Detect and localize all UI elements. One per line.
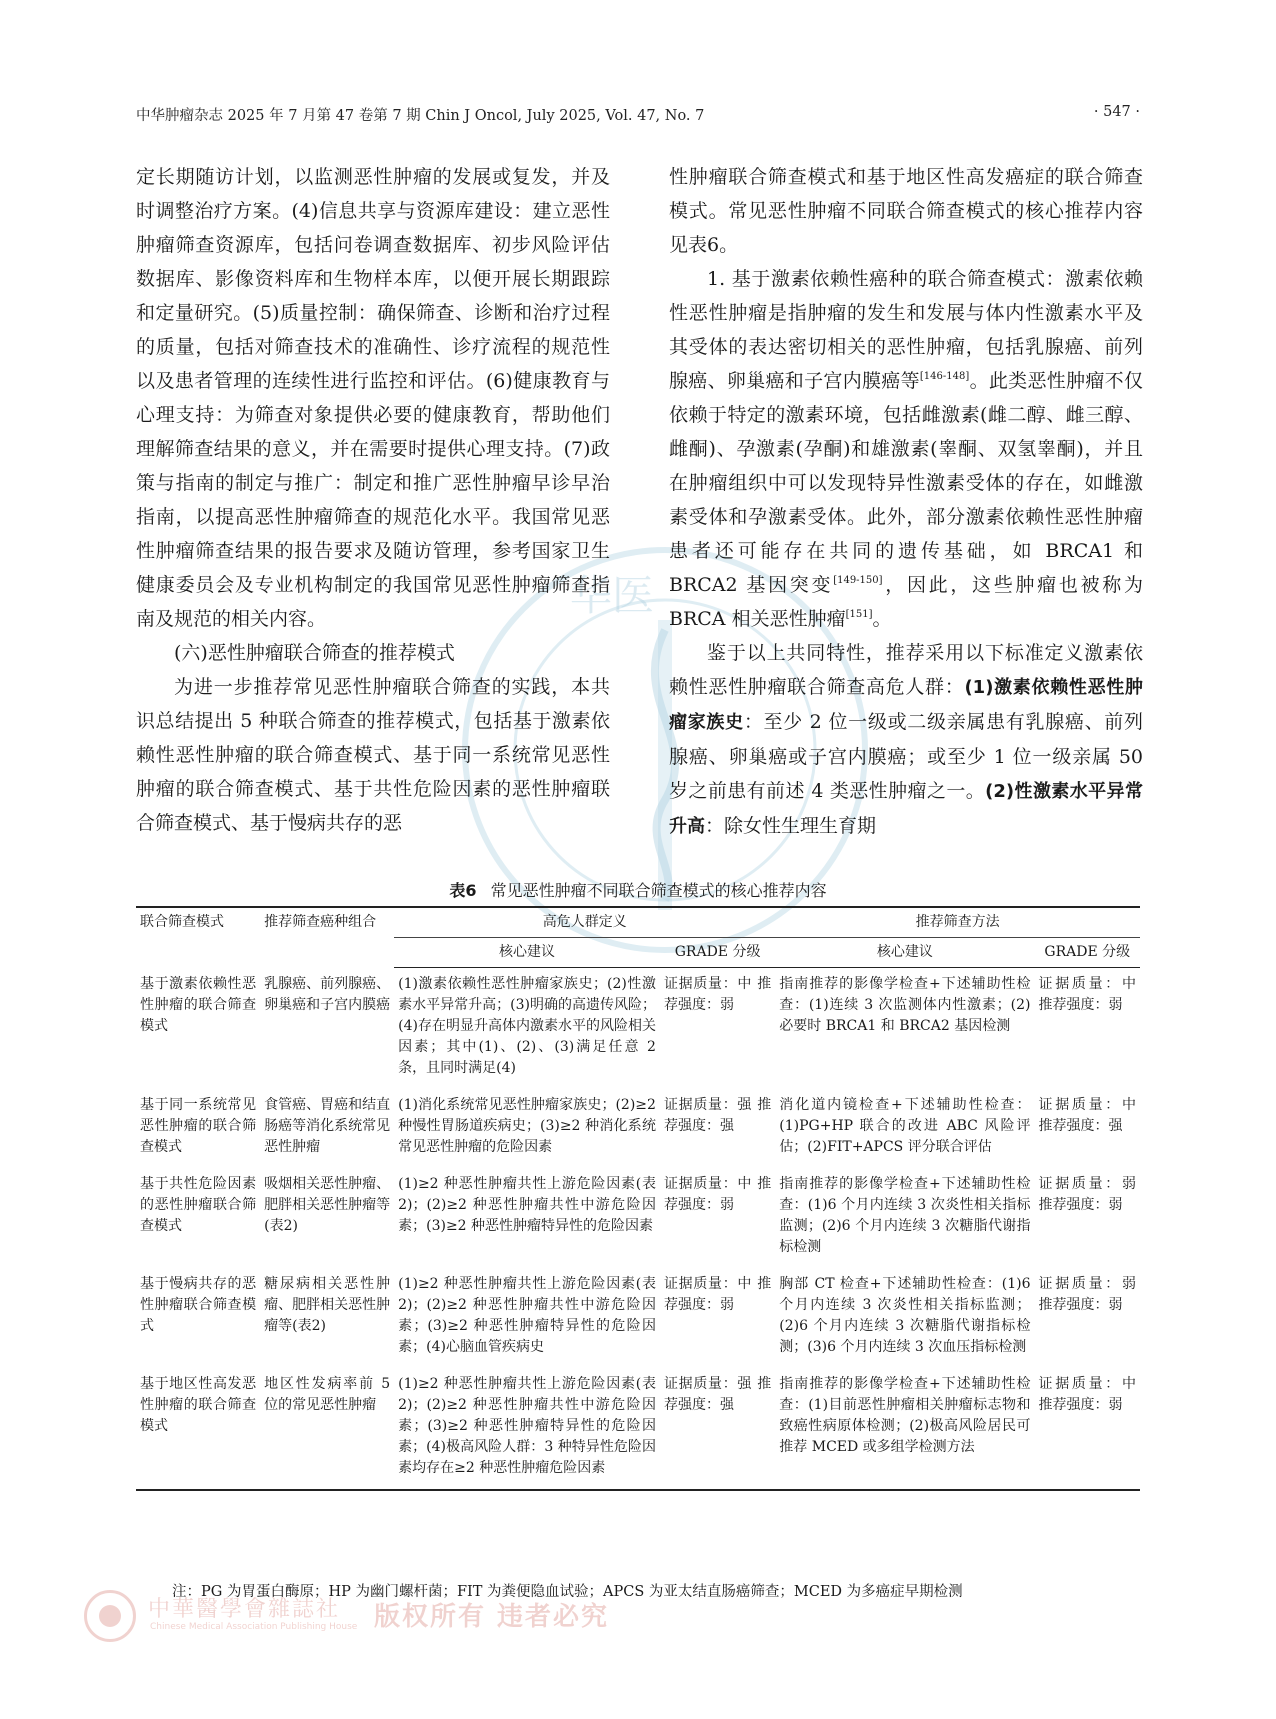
header-grade-2: GRADE 分级: [1035, 938, 1140, 968]
cell-combo: 糖尿病相关恶性肿瘤、肥胖相关恶性肿瘤等(表2): [264, 1276, 391, 1334]
cell-mode: 基于激素依赖性恶性肿瘤的联合筛查模式: [140, 975, 257, 1034]
cell-mode: 基于共性危险因素的恶性肿瘤联合筛查模式: [140, 1176, 257, 1234]
publisher-name: 中華醫學會雜誌社: [148, 1597, 341, 1622]
header-combo: 推荐筛查癌种组合: [260, 907, 394, 968]
table-title: 常见恶性肿瘤不同联合筛查模式的核心推荐内容: [490, 881, 827, 900]
cell-method-core: 指南推荐的影像学检查+下述辅助性检查：(1)6 个月内连续 3 次炎性相关指标监测；(2)6 个月内连续 3 次糖脂代谢指标检测: [779, 1176, 1031, 1255]
left-paragraph-1: 定长期随访计划，以监测恶性肿瘤的发展或复发，并及时调整治疗方案。(4)信息共享与资源库建设：建立恶性肿瘤筛查资源库，包括问卷调查数据库、初步风险评估数据库、影像资料库和生物样本库，以便开展长期跟踪和定量研究。(5)质量控制：确保筛查、诊断和治疗过程的质量，包括对筛查技术的准确性、诊疗流程的规范性以及患者管理的连续性进行监控和评估。(6)健康教育与心理支持：为筛查对象提供必要的健康教育，帮助他们理解筛查结果的意义，并在需要时提供心理支持。(7)政策与指南的制定与推广：制定和推广恶性肿瘤早诊早治指南，以提高恶性肿瘤筛查的规范化水平。我国常见恶性肿瘤筛查结果的报告要求及随访管理，参考国家卫生健康委员会及专业机构制定的我国常见恶性肿瘤筛查指南及规范的相关内容。: [136, 166, 610, 630]
header-method-group: 推荐筛查方法: [775, 907, 1140, 938]
left-paragraph-2: 为进一步推荐常见恶性肿瘤联合筛查的实践，本共识总结提出 5 种联合筛查的推荐模式，包括基于激素依赖性恶性肿瘤的联合筛查模式、基于同一系统常见恶性肿瘤的联合筛查模式、基于共性危险因素的恶性肿瘤联合筛查模式、基于慢病共存的恶: [136, 676, 610, 834]
cell-risk-core: (1)≥2 种恶性肿瘤共性上游危险因素(表2)；(2)≥2 种恶性肿瘤共性中游危险因素；(3)≥2 种恶性肿瘤特异性的危险因素；(4)极高风险人群：3 种特异性危险因素均存在≥2 种恶性肿瘤危险因素: [394, 1368, 660, 1490]
cell-risk-core: (1)消化系统常见恶性肿瘤家族史；(2)≥2 种慢性胃肠道疾病史；(3)≥2 种消化系统常见恶性肿瘤的危险因素: [398, 1097, 656, 1155]
cell-risk-grade: 证据质量：中 推荐强度：弱: [663, 976, 772, 1013]
table-caption: [136, 878, 1140, 901]
cell-combo: 食管癌、胃癌和结直肠癌等消化系统常见恶性肿瘤: [264, 1097, 391, 1155]
citation: [146-148]: [919, 371, 970, 382]
text-run: 。此类恶性肿瘤不仅依赖于特定的激素环境，包括雌激素(雌二醇、雌三醇、雌酮)、孕激素(孕酮)和雄激素(睾酮、双氢睾酮)，并且在肿瘤组织中可以发现特异性激素受体的存在，如雌激素受体和孕激素受体。此外，部分激素依赖性恶性肿瘤患者还可能存在共同的遗传基础，如 BRCA1 和 BRCA2 基因突变: [669, 370, 1143, 596]
seal-icon: [84, 1590, 136, 1642]
text-run: ：至少 2 位一级或二级亲属患有乳腺癌、前列腺癌、卵巢癌或子宫内膜癌；或至少 1 位一级亲属 50 岁之前患有前述 4 类恶性肿瘤之一。: [669, 711, 1144, 802]
bold-term: (2)性激素水平异常升高: [669, 781, 1144, 837]
cell-risk-grade: 证据质量：中 推荐强度：弱: [663, 1276, 772, 1313]
watermark-text: 华医: [570, 571, 655, 620]
cell-method-core: 指南推荐的影像学检查+下述辅助性检查：(1)连续 3 次监测体内性激素；(2)必要时 BRCA1 和 BRCA2 基因检测: [779, 976, 1031, 1034]
cell-risk-grade: 证据质量：中 推荐强度：弱: [663, 1176, 772, 1213]
text-run: 1. 基于激素依赖性癌种的联合筛查模式：激素依赖性恶性肿瘤是指肿瘤的发生和发展与体内性激素水平及其受体的表达密切相关的恶性肿瘤，包括乳腺癌、前列腺癌、卵巢癌和子宫内膜癌等: [669, 268, 1143, 392]
cell-combo: 地区性发病率前 5 位的常见恶性肿瘤: [260, 1368, 394, 1490]
cell-method-grade: 证据质量：中 推荐强度：弱: [1038, 976, 1136, 1013]
table-row: [136, 1368, 1140, 1490]
header-grade: GRADE 分级: [660, 938, 775, 968]
cell-mode: 基于地区性高发恶性肿瘤的联合筛查模式: [136, 1368, 260, 1490]
table-row: [136, 1168, 1140, 1268]
cell-method-grade: 证据质量：弱 推荐强度：弱: [1038, 1276, 1136, 1313]
cell-risk-core: (1)≥2 种恶性肿瘤共性上游危险因素(表2)；(2)≥2 种恶性肿瘤共性中游危险因素；(3)≥2 种恶性肿瘤特异性的危险因素: [398, 1176, 656, 1234]
table-label: 表6: [449, 881, 477, 900]
table-row: [136, 1268, 1140, 1368]
right-column: [669, 160, 1143, 844]
cell-risk-grade: 证据质量：强 推荐强度：强: [660, 1368, 775, 1490]
page-number: · 547 ·: [1093, 104, 1140, 120]
section-heading: (六)恶性肿瘤联合筛查的推荐模式: [174, 642, 455, 664]
copyright-slogan: 版权所有 违者必究: [374, 1602, 610, 1632]
header-core-2: 核心建议: [775, 938, 1034, 968]
text-run: ，因此，这些肿瘤也被称为 BRCA 相关恶性肿瘤: [669, 574, 1143, 630]
citation: [151]: [845, 609, 873, 620]
header-core: 核心建议: [394, 938, 660, 968]
text-run: ：除女性生理生育期: [705, 815, 877, 837]
table-note: 注：PG 为胃蛋白酶原；HP 为幽门螺杆菌；FIT 为粪便隐血试验；APCS 为亚太结直肠癌筛查；MCED 为多癌症早期检测: [172, 1584, 963, 1600]
cell-risk-core: (1)激素依赖性恶性肿瘤家族史；(2)性激素水平异常升高；(3)明确的高遗传风险；(4)存在明显升高体内激素水平的风险相关因素；其中(1)、(2)、(3)满足任意 2 条，且同时满足(4): [398, 976, 656, 1076]
cell-mode: 基于慢病共存的恶性肿瘤联合筛查模式: [140, 1276, 257, 1334]
cell-combo: 吸烟相关恶性肿瘤、肥胖相关恶性肿瘤等(表2): [264, 1176, 391, 1234]
text-run: 鉴于以上共同特性，推荐采用以下标准定义激素依赖性恶性肿瘤联合筛查高危人群：: [669, 642, 1143, 698]
right-paragraph-2: [669, 262, 1143, 636]
recommendation-table: [136, 906, 1140, 1491]
running-head: [136, 104, 1140, 130]
journal-info: 中华肿瘤杂志 2025 年 7 月第 47 卷第 7 期 Chin J Oncol, July 2025, Vol. 47, No. 7: [136, 108, 705, 124]
header-risk-group: 高危人群定义: [394, 907, 775, 938]
table-row: [136, 1089, 1140, 1168]
cell-mode: 基于同一系统常见恶性肿瘤的联合筛查模式: [140, 1097, 257, 1155]
text-run: 。: [872, 608, 892, 630]
cell-combo: 乳腺癌、前列腺癌、卵巢癌和子宫内膜癌: [264, 975, 391, 1013]
citation: [149-150]: [833, 575, 883, 586]
cell-method-grade: 证据质量：中 推荐强度：强: [1038, 1097, 1136, 1134]
cell-risk-core: (1)≥2 种恶性肿瘤共性上游危险因素(表2)；(2)≥2 种恶性肿瘤共性中游危险因素；(3)≥2 种恶性肿瘤特异性的危险因素；(4)心脑血管疾病史: [398, 1276, 656, 1355]
cell-method-core: 消化道内镜检查+下述辅助性检查：(1)PG+HP 联合的改进 ABC 风险评估；(2)FIT+APCS 评分联合评估: [779, 1097, 1031, 1155]
cell-method-core: 胸部 CT 检查+下述辅助性检查：(1)6 个月内连续 3 次炎性相关指标监测；(2)6 个月内连续 3 次糖脂代谢指标检测；(3)6 个月内连续 3 次血压指标检测: [779, 1276, 1031, 1355]
header-mode: 联合筛查模式: [136, 907, 260, 968]
right-paragraph-3: [669, 636, 1143, 844]
publisher-name-en: Chinese Medical Association Publishing House: [150, 1622, 358, 1632]
cell-risk-grade: 证据质量：强 推荐强度：强: [663, 1097, 772, 1134]
cell-method-core: 指南推荐的影像学检查+下述辅助性检查：(1)目前恶性肿瘤相关肿瘤标志物和致癌性病原体检测；(2)极高风险居民可推荐 MCED 或多组学检测方法: [775, 1368, 1034, 1490]
right-paragraph-1: 性肿瘤联合筛查模式和基于地区性高发癌症的联合筛查模式。常见恶性肿瘤不同联合筛查模式的核心推荐内容见表6。: [669, 166, 1143, 256]
left-column: [136, 160, 610, 840]
cell-method-grade: 证据质量：弱 推荐强度：弱: [1038, 1176, 1136, 1213]
cell-method-grade: 证据质量：中 推荐强度：弱: [1035, 1368, 1140, 1490]
table-row: [136, 968, 1140, 1090]
bold-term: (1)激素依赖性恶性肿瘤家族史: [669, 677, 1143, 733]
